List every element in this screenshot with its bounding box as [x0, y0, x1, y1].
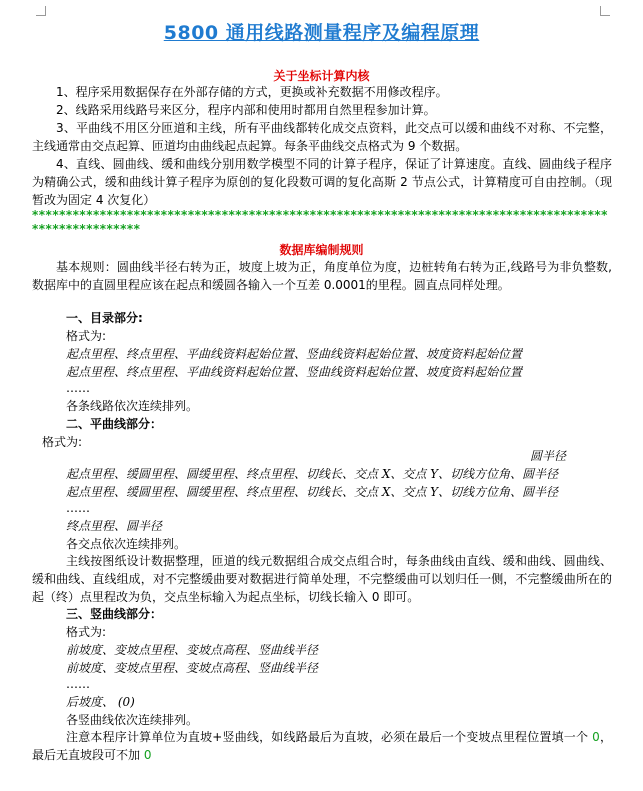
margin-corner-mark [600, 6, 610, 16]
paragraph: 3、平曲线不用区分匝道和主线，所有平曲线都转化成交点资料，此交点可以缓和曲线不对称、不完整，主线通常由交点起算、匝道均由曲线起点起算。每条平曲线交点格式为 9 个数据。 [32, 121, 612, 153]
format-label: 格式为: [42, 435, 83, 449]
format-row: 终点里程、圆半径 [66, 519, 163, 533]
section-heading-coord: 关于坐标计算内核 [273, 69, 370, 83]
format-row: 后坡度、 (0) [66, 695, 135, 709]
heading-vertical: 三、竖曲线部分： [66, 607, 163, 621]
zero-value: 0 [143, 748, 152, 762]
note: 各竖曲线依次连续排列。 [66, 713, 199, 727]
format-row: 起点里程、缓圆里程、圆缓里程、终点里程、切线长、交点 X、交点 Y、切线方位角、圆半径 [66, 485, 559, 499]
zero-value: 0 [592, 730, 600, 744]
paragraph: 4、直线、圆曲线、缓和曲线分别用数学模型不同的计算子程序，保证了计算速度。直线、圆曲线子程序为精确公式，缓和曲线计算子程序为原创的复化段数可调的复化高斯 2 节点公式，计算精度可自由控制。（现暂改为固定 4 次复化） [32, 157, 612, 207]
note: 各条线路依次连续排列。 [66, 399, 199, 413]
separator-line: ***************************************************************************************************** [32, 208, 608, 236]
rules-paragraph: 基本规则：圆曲线半径右转为正，坡度上坡为正，角度单位为度，边桩转角右转为正,线路号为非负整数,数据库中的直圆里程应该在起点和缓圆各输入一个互差 0.0001的里程。圆直点同样处理。 [32, 260, 612, 292]
section-heading-db: 数据库编制规则 [279, 243, 364, 257]
margin-corner-mark [36, 6, 46, 16]
format-row: 起点里程、缓圆里程、圆缓里程、终点里程、切线长、交点 X、交点 Y、切线方位角、圆半径 [66, 467, 559, 481]
ellipsis: …… [66, 677, 90, 691]
paragraph: 1、程序采用数据保存在外部存储的方式，更换或补充数据不用修改程序。 [56, 85, 448, 99]
notice-paragraph [32, 728, 612, 764]
ellipsis: …… [66, 381, 90, 395]
format-row: 起点里程、终点里程、平曲线资料起始位置、竖曲线资料起始位置、坡度资料起始位置 [66, 347, 523, 361]
document-title: 5800 通用线路测量程序及编程原理 [163, 22, 480, 44]
note: 各交点依次连续排列。 [66, 537, 187, 551]
heading-horizontal: 二、平曲线部分： [66, 417, 163, 431]
format-label: 格式为: [66, 625, 107, 639]
ellipsis: …… [66, 501, 90, 515]
heading-directory: 一、目录部分: [66, 311, 143, 325]
notice-text: ，最后无直坡段可不加 [32, 730, 612, 762]
paragraph: 主线按图纸设计数据整理，匝道的线元数据组合成交点组合时，每条曲线由直线、缓和曲线、圆曲线、缓和曲线、直线组成，对不完整缓曲要对数据进行简单处理，不完整缓曲可以划归任一侧，不完整缓曲所在的起（终）点里程改为负，交点坐标输入为起点坐标，切线长输入 0 即可。 [32, 554, 612, 604]
radius-label: 圆半径 [530, 449, 567, 463]
format-row: 前坡度、变坡点里程、变坡点高程、竖曲线半径 [66, 643, 319, 657]
format-label: 格式为: [66, 329, 107, 343]
format-row: 起点里程、终点里程、平曲线资料起始位置、竖曲线资料起始位置、坡度资料起始位置 [66, 365, 523, 379]
format-row: 前坡度、变坡点里程、变坡点高程、竖曲线半径 [66, 661, 319, 675]
notice-text: 注意本程序计算单位为直坡+竖曲线，如线路最后为直坡，必须在最后一个变坡点里程位置填一个 [66, 730, 593, 744]
paragraph: 2、线路采用线路号来区分，程序内部和使用时都用自然里程参加计算。 [56, 103, 436, 117]
